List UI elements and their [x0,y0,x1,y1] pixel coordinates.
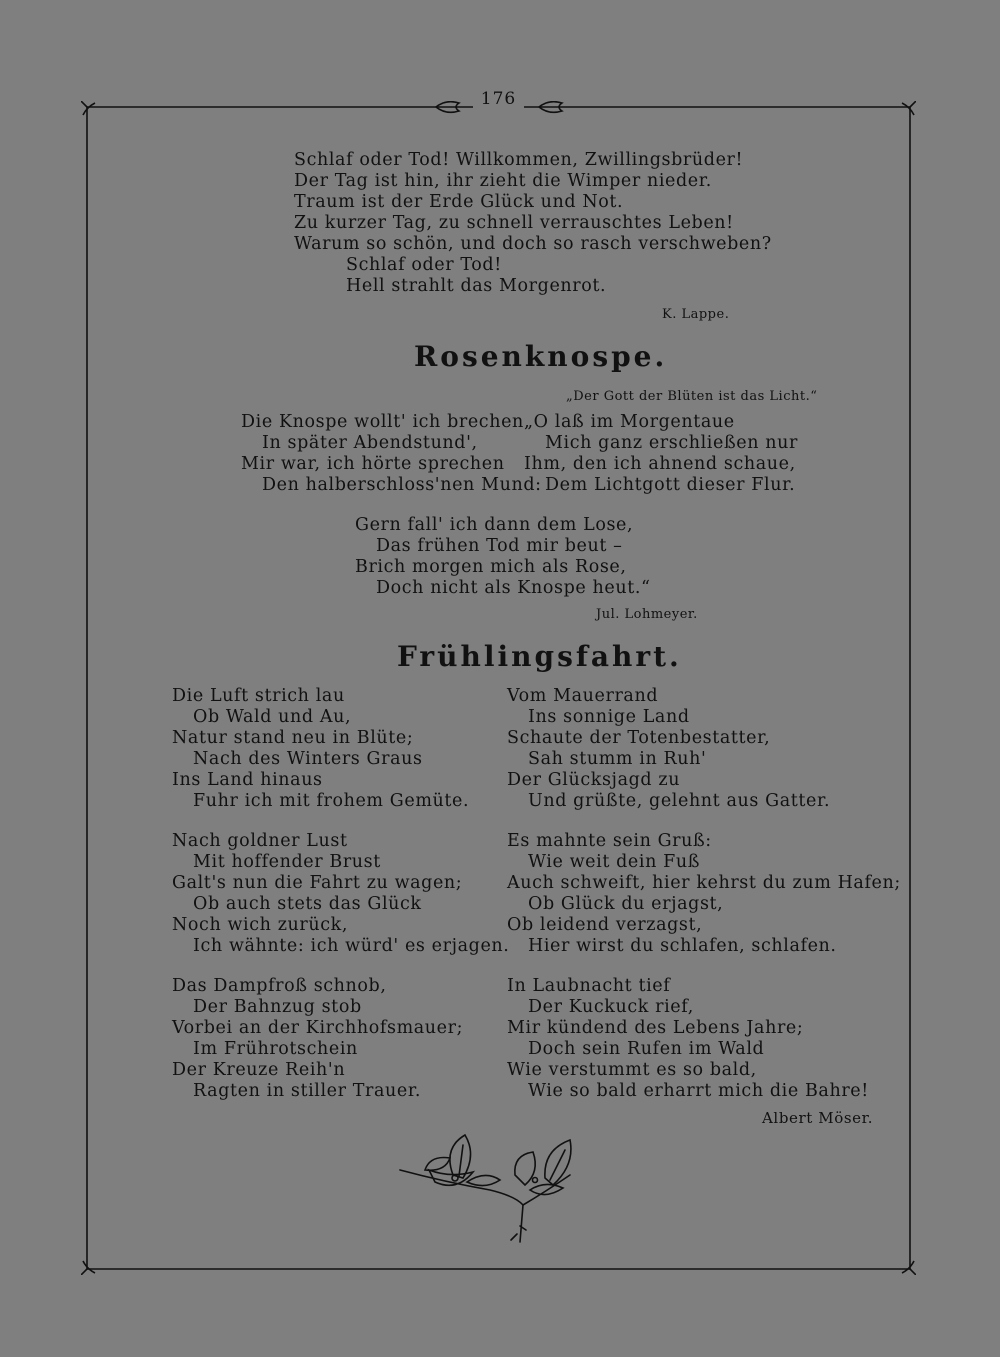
poem-line: Im Frührotschein [193,1039,358,1059]
poem-1 [294,150,772,297]
poem-2-title: Rosenknospe. [414,340,668,373]
poem-line: Sah stumm in Ruh' [528,749,707,769]
poem-line: Ins sonnige Land [528,707,690,727]
poem-line: Es mahnte sein Gruß: [507,831,712,851]
poem-line: Das frühen Tod mir beut – [376,536,623,556]
poem-line: Ins Land hinaus [172,770,323,790]
stanza [507,976,901,1102]
poem-line: Die Luft strich lau [172,686,345,706]
poem-line: Mir kündend des Lebens Jahre; [507,1018,804,1038]
poem-line: Nach des Winters Graus [193,749,423,769]
poem-line: Mich ganz erschließen nur [545,433,798,453]
poem-line: Ich wähnte: ich würd' es erjagen. [193,936,510,956]
poem-line: Wie weit dein Fuß [528,852,701,872]
poem-line: Der Tag ist hin, ihr zieht die Wimper nieder. [294,171,712,191]
poem-line: „O laß im Morgentaue [524,412,735,432]
poem-line: Natur stand neu in Blüte; [172,728,414,748]
stanza [507,686,901,812]
poem-line: Schaute der Totenbestatter, [507,728,771,748]
poem-line: Brich morgen mich als Rose, [355,557,627,577]
poem-line: Den halberschloss'nen Mund: [262,475,542,495]
poem-line: Dem Lichtgott dieser Flur. [545,475,796,495]
poem-line: Schlaf oder Tod! [346,255,502,275]
poem-line: Der Kreuze Reih'n [172,1060,346,1080]
poem-line: Doch sein Rufen im Wald [528,1039,765,1059]
poem-line: Ob Wald und Au, [193,707,352,727]
poem-line: Und grüßte, gelehnt aus Gatter. [528,791,831,811]
poem-line: In später Abendstund', [262,433,478,453]
poem-3-author: Albert Möser. [762,1109,874,1127]
poem-line: Nach goldner Lust [172,831,348,851]
poem-line: Gern fall' ich dann dem Lose, [355,515,634,535]
stanza [507,831,901,957]
poem-2-left-stanza [241,412,542,496]
poem-2-epigraph: „Der Gott der Blüten ist das Licht.“ [566,389,818,404]
poem-line: Doch nicht als Knospe heut.“ [376,578,651,598]
poem-line: Hell strahlt das Morgenrot. [346,276,607,296]
poem-3-right-column [507,686,901,1102]
poem-line: Der Glücksjagd zu [507,770,681,790]
stanza [172,686,509,812]
poem-line: Zu kurzer Tag, zu schnell verrauschtes Leben! [294,213,734,233]
poem-line: Ob auch stets das Glück [193,894,422,914]
poem-line: Vorbei an der Kirchhofsmauer; [172,1018,464,1038]
poem-line: Die Knospe wollt' ich brechen [241,412,524,432]
poem-line: Ihm, den ich ahnend schaue, [524,454,796,474]
poem-line: Fuhr ich mit frohem Gemüte. [193,791,470,811]
poem-3-left-column [172,686,509,1102]
poem-line: Schlaf oder Tod! Willkommen, Zwillingsbrüder! [294,150,744,170]
poem-line: Warum so schön, und doch so rasch verschweben? [294,234,772,254]
rose-branch-ornament [395,1130,585,1250]
poem-2-right-stanza [524,412,798,496]
poem-line: Vom Mauerrand [507,686,659,706]
poem-line: Auch schweift, hier kehrst du zum Hafen; [507,873,901,893]
stanza [172,831,509,957]
poem-3-title: Frühlingsfahrt. [397,640,682,673]
poem-1-author: K. Lappe. [662,307,730,322]
poem-line: Galt's nun die Fahrt zu wagen; [172,873,463,893]
poem-line: Hier wirst du schlafen, schlafen. [528,936,837,956]
poem-line: Der Bahnzug stob [193,997,362,1017]
poem-line: Ob Glück du erjagst, [528,894,724,914]
poem-line: Ob leidend verzagst, [507,915,703,935]
poem-line: Traum ist der Erde Glück und Not. [294,192,624,212]
poem-line: Wie so bald erharrt mich die Bahre! [528,1081,869,1101]
poem-line: Das Dampfroß schnob, [172,976,387,996]
poem-line: Noch wich zurück, [172,915,348,935]
poem-line: Mir war, ich hörte sprechen [241,454,505,474]
poem-2-final-stanza [355,515,651,599]
poem-line: In Laubnacht tief [507,976,671,996]
poem-line: Der Kuckuck rief, [528,997,694,1017]
poem-line: Ragten in stiller Trauer. [193,1081,422,1101]
page-number: 176 [81,89,916,109]
poem-2-author: Jul. Lohmeyer. [596,607,698,622]
poem-line: Wie verstummt es so bald, [507,1060,757,1080]
poem-line: Mit hoffender Brust [193,852,381,872]
stanza [172,976,509,1102]
